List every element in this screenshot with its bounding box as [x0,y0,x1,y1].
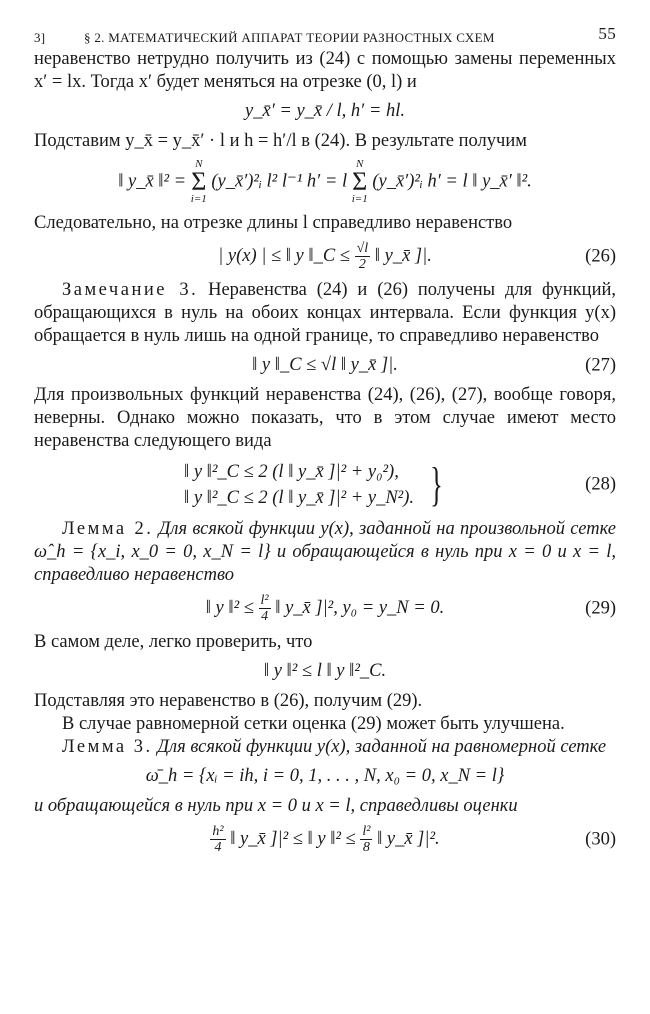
equation-30-fraction-2-numerator: l² [362,824,371,839]
paragraph-7: Подставляя это неравенство в (26), получим (29). [34,691,423,711]
equation-26-denominator: 2 [358,257,366,272]
equation-substitution-text: y_x̄′ = y_x̄ / l, h′ = hl. [245,101,405,121]
equation-28-system [184,459,414,511]
equation-30-fraction-2-denominator: 8 [362,840,370,855]
equation-30-rhs: ‖ y_x̄ ]|². [377,828,440,849]
page-number: 55 [598,24,616,43]
paragraph-6: В самом деле, легко проверить, что [34,632,313,652]
equation-substitution [34,100,616,123]
equation-27 [34,354,616,377]
equation-27-number: (27) [585,355,616,375]
sum-1-lower-limit: i=1 [190,193,207,205]
sum-1-symbol: Σ [191,167,207,196]
header-title: § 2. МАТЕМАТИЧЕСКИЙ АППАРАТ ТЕОРИИ РАЗНОСТНЫХ СХЕМ [84,30,495,45]
equation-28-brace: } [429,458,443,511]
equation-30-fraction-1 [210,824,225,855]
paragraph-2: Подставим y_x̄ = y_x̄′ · l и h = h′/l в (24). В результате получим [34,131,527,151]
lemma-2-text: Для всякой функции y(x), заданной на произвольной сетке ω̂_h = {x_i, x_0 = 0, x_N = l} и обращающейся в нуль при x = 0 и x = l, справедливо неравенство [34,519,616,585]
sum-operator-1 [191,159,207,205]
equation-26-rhs: ‖ y_x̄ ]|. [374,245,432,266]
equation-28-line-2: ‖ y ‖²_C ≤ 2 (l ‖ y_x̄ ]|² + y_N²). [184,488,415,508]
equation-26 [34,241,616,272]
sum-2-upper-limit: N [356,158,364,170]
sum-2-lower-limit: i=1 [351,193,368,205]
equation-29-numerator: l² [260,593,269,608]
equation-26-fraction [355,241,371,272]
header-section-number: 3] [34,30,46,45]
equation-29 [34,593,616,624]
running-header [34,22,616,48]
equation-29-denominator: 4 [261,609,269,624]
remark-3-text: Неравенства (24) и (26) получены для функций, обращающихся в нуль на обоих концах интервала. Если функция y(x) обращается в нуль лишь на одной границе, то справедливо неравенство [34,280,616,346]
equation-norm-lhs: ‖ y_x̄ ‖² = [118,171,187,192]
lemma-2-label: Лемма 2. [62,519,154,539]
paragraph-1: неравенство нетрудно получить из (24) с помощью замены переменных x′ = lx. Тогда x′ будет меняться на отрезке (0, l) и [34,49,616,92]
equation-30-fraction-1-denominator: 4 [214,840,222,855]
equation-28-number: (28) [585,474,616,495]
equation-28-line-1: ‖ y ‖²_C ≤ 2 (l ‖ y_x̄ ]|² + y₀²), [184,462,399,482]
equation-29-lhs: ‖ y ‖² ≤ [205,597,254,618]
equation-norm-rhs: (y_x̄′)²ᵢ h′ = l ‖ y_x̄′ ‖². [372,171,532,192]
paragraph-8: В случае равномерной сетки оценка (29) может быть улучшена. [62,714,565,734]
equation-grid-text: ω̄_h = {xᵢ = ih, i = 0, 1, . . . , N, x₀ = 0, x_N = l} [145,766,505,786]
equation-30-fraction-2 [360,824,372,855]
equation-30-middle: ‖ y_x̄ ]|² ≤ ‖ y ‖² ≤ [230,828,356,849]
lemma-2 [34,518,616,587]
sum-1-upper-limit: N [195,158,203,170]
equation-26-number: (26) [585,246,616,266]
lemma-3-label: Лемма 3. [62,737,153,757]
equation-26-lhs: | y(x) | ≤ ‖ y ‖_C ≤ [218,245,350,266]
equation-grid [34,765,616,788]
equation-26-numerator: √l [356,241,369,256]
lemma-3-text: Для всякой функции y(x), заданной на равномерной сетке [157,737,607,757]
remark-3 [34,279,616,348]
equation-29-fraction [259,593,271,624]
equation-29-rhs: ‖ y_x̄ ]|², y₀ = y_N = 0. [275,597,445,618]
lemma-3 [34,736,616,759]
equation-check [34,660,616,683]
equation-30-fraction-1-numerator: h² [212,824,224,839]
remark-3-label: Замечание 3. [62,280,199,300]
equation-30 [34,824,616,855]
equation-norm-transform [34,159,616,205]
equation-28 [184,459,616,511]
paragraph-9: и обращающейся в нуль при x = 0 и x = l, справедливы оценки [34,796,518,816]
sum-2-symbol: Σ [352,167,368,196]
sum-operator-2 [352,159,368,205]
paragraph-3: Следовательно, на отрезке длины l справедливо неравенство [34,213,513,233]
equation-check-text: ‖ y ‖² ≤ l ‖ y ‖²_C. [263,661,387,681]
equation-30-number: (30) [585,829,616,849]
equation-norm-middle: (y_x̄′)²ᵢ l² l⁻¹ h′ = l [211,171,348,192]
equation-29-number: (29) [585,598,616,618]
equation-27-text: ‖ y ‖_C ≤ √l ‖ y_x̄ ]|. [252,355,398,375]
paragraph-5: Для произвольных функций неравенства (24), (26), (27), вообще говоря, неверны. Однако можно показать, что в этом случае имеют место неравенства следующего вида [34,385,616,451]
